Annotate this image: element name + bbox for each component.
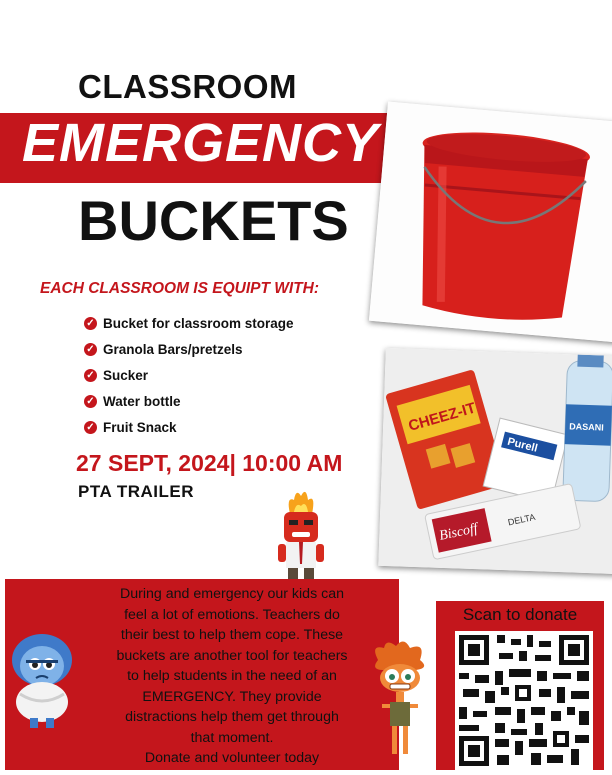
check-circle-icon: ✓ (84, 395, 97, 408)
list-item (84, 414, 294, 440)
list-item-label: Fruit Snack (103, 419, 177, 435)
message-line: During and emergency our kids can (120, 586, 344, 602)
bucket-photo (369, 102, 612, 343)
check-circle-icon: ✓ (84, 317, 97, 330)
message-line: feel a lot of emotions. Teachers do (124, 606, 340, 623)
message-line: buckets are another tool for teachers (116, 647, 348, 664)
check-circle-icon: ✓ (84, 421, 97, 434)
list-item-label: Granola Bars/pretzels (103, 341, 243, 357)
donate-qr-code[interactable] (455, 631, 593, 770)
check-circle-icon: ✓ (84, 369, 97, 382)
purell-label: Purell (506, 435, 539, 455)
title-classroom: CLASSROOM (78, 68, 297, 105)
message-line: Donate and volunteer today (144, 750, 320, 766)
sadness-character (6, 630, 78, 730)
list-item (84, 388, 294, 414)
equipment-heading: EACH CLASSROOM IS EQUIPT WITH: (40, 280, 319, 297)
list-item (84, 362, 294, 388)
title-buckets: BUCKETS (78, 189, 349, 252)
equipment-list (84, 310, 294, 440)
snack-items-image (378, 348, 612, 574)
message-line: their best to help them cope. These (120, 627, 344, 643)
red-bucket-image (369, 102, 612, 343)
message-line: distractions help them get through (125, 709, 339, 725)
anxiety-character (370, 640, 430, 762)
qr-code (455, 631, 593, 770)
list-item (84, 336, 294, 362)
anger-character (270, 486, 332, 582)
biscoff-label: Biscoff (437, 521, 480, 544)
list-item-label: Sucker (103, 367, 149, 383)
list-item-label: Bucket for classroom storage (103, 315, 294, 331)
list-item-label: Water bottle (103, 393, 181, 409)
title-emergency: EMERGENCY (22, 113, 380, 173)
dasani-label: DASANI (569, 421, 604, 433)
message-line: that moment. (190, 729, 274, 746)
donate-label: Scan to donate (462, 605, 578, 624)
message-line: to help students in the need of an (127, 668, 337, 684)
check-circle-icon: ✓ (84, 343, 97, 356)
delta-label: DELTA (507, 511, 537, 528)
event-date-time: 27 SEPT, 2024| 10:00 AM (76, 450, 343, 476)
snacks-photo (378, 348, 612, 574)
event-location: PTA TRAILER (78, 482, 194, 501)
message-text (82, 584, 382, 769)
list-item (84, 310, 294, 336)
cheezit-label: CHEEZ-IT (406, 399, 478, 435)
message-line: EMERGENCY. They provide (142, 688, 322, 705)
